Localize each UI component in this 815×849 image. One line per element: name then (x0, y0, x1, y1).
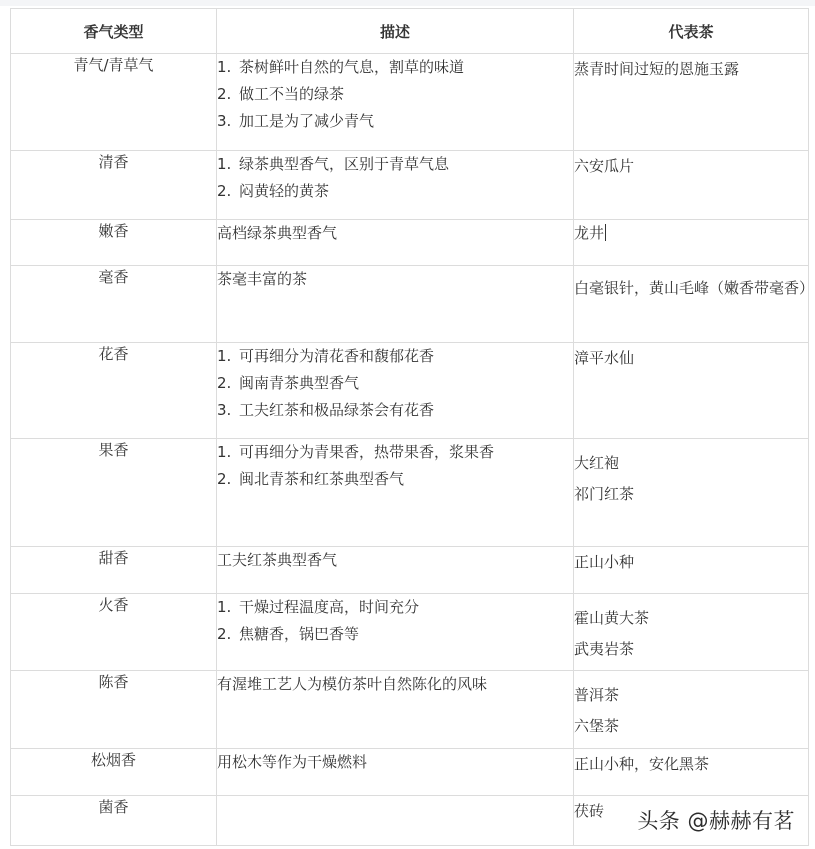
table-row (11, 547, 809, 594)
list-item: 2. 做工不当的绿茶 (217, 85, 345, 103)
list-item: 1. 干燥过程温度高，时间充分 (217, 598, 420, 616)
list-item: 2. 焦糖香，锅巴香等 (217, 625, 360, 643)
aroma-name: 青气/青草气 (11, 54, 217, 151)
table-row (11, 54, 809, 151)
header-aroma-type: 香气类型 (11, 9, 217, 54)
list-item: 1. 绿茶典型香气，区别于青草气息 (217, 155, 450, 173)
representative-tea: 六安瓜片 (574, 151, 809, 220)
header-row (11, 9, 809, 54)
text-cursor (605, 224, 606, 241)
list-item: 1. 茶树鲜叶自然的气息，割草的味道 (217, 58, 465, 76)
aroma-name: 果香 (11, 439, 217, 547)
top-divider (0, 0, 815, 6)
aroma-description: 有渥堆工艺人为模仿茶叶自然陈化的风味 (217, 671, 574, 749)
representative-tea: 普洱茶 六堡茶 (574, 671, 809, 749)
aroma-name: 陈香 (11, 671, 217, 749)
list-item: 1. 可再细分为青果香，热带果香，浆果香 (217, 443, 495, 461)
representative-tea: 大红袍 祁门红茶 (574, 439, 809, 547)
aroma-name: 火香 (11, 594, 217, 671)
aroma-description: 用松木等作为干燥燃料 (217, 749, 574, 796)
aroma-description (217, 594, 574, 671)
aroma-description (217, 343, 574, 439)
table-row (11, 151, 809, 220)
aroma-name: 菌香 (11, 796, 217, 846)
aroma-description: 工夫红茶典型香气 (217, 547, 574, 594)
aroma-description (217, 54, 574, 151)
list-item: 2. 闽北青茶和红茶典型香气 (217, 470, 405, 488)
aroma-name: 甜香 (11, 547, 217, 594)
representative-tea: 茯砖 (574, 796, 809, 846)
table-row (11, 594, 809, 671)
aroma-name: 嫩香 (11, 220, 217, 266)
aroma-description (217, 151, 574, 220)
representative-tea: 漳平水仙 (574, 343, 809, 439)
header-description: 描述 (217, 9, 574, 54)
representative-tea: 龙井 (574, 220, 809, 266)
representative-tea: 正山小种 (574, 547, 809, 594)
list-item: 3. 加工是为了减少青气 (217, 112, 375, 130)
table-row (11, 749, 809, 796)
watermark: 头条 @赫赫有茗 (637, 809, 795, 833)
table-row (11, 220, 809, 266)
table-row (11, 266, 809, 343)
representative-tea: 蒸青时间过短的恩施玉露 (574, 54, 809, 151)
aroma-name: 花香 (11, 343, 217, 439)
aroma-name: 松烟香 (11, 749, 217, 796)
aroma-description (217, 796, 574, 846)
list-item: 1. 可再细分为清花香和馥郁花香 (217, 347, 435, 365)
aroma-table (10, 8, 815, 846)
aroma-name: 清香 (11, 151, 217, 220)
aroma-name: 毫香 (11, 266, 217, 343)
representative-tea: 白毫银针，黄山毛峰（嫩香带毫香） (574, 266, 809, 343)
aroma-description: 高档绿茶典型香气 (217, 220, 574, 266)
table-row (11, 343, 809, 439)
list-item: 2. 闷黄轻的黄茶 (217, 182, 330, 200)
aroma-description (217, 439, 574, 547)
representative-tea: 霍山黄大茶 武夷岩茶 (574, 594, 809, 671)
representative-tea: 正山小种，安化黑茶 (574, 749, 809, 796)
header-representative-tea: 代表茶 (574, 9, 809, 54)
list-item: 2. 闽南青茶典型香气 (217, 374, 360, 392)
list-item: 3. 工夫红茶和极品绿茶会有花香 (217, 401, 435, 419)
table-row (11, 671, 809, 749)
table-row (11, 439, 809, 547)
aroma-description: 茶毫丰富的茶 (217, 266, 574, 343)
